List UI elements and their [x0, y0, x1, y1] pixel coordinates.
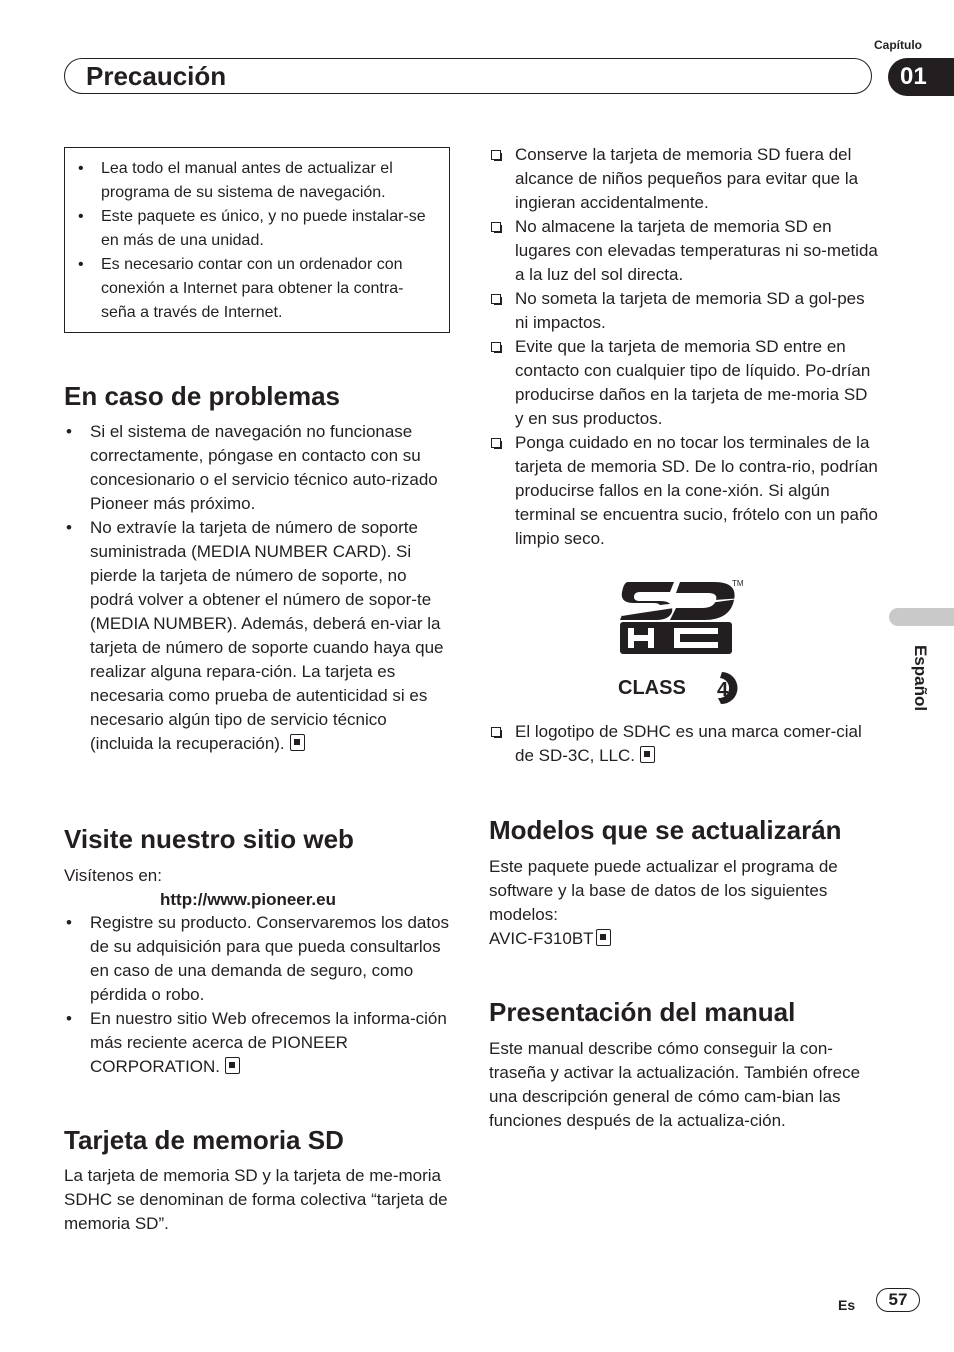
- website-list: [64, 911, 452, 1079]
- end-mark-icon: [596, 929, 611, 946]
- list-item: • No extravíe la tarjeta de número de soporte suministrada (MEDIA NUMBER CARD). Si pierde la tarjeta de número de soporte, no podrá volver a obtener el número de sopor-te (MEDIA NUMBER). Además, deberá en-viar la tarjeta de número de soporte cuando haya que realizar alguna repara-ción. La tarjeta es necesaria como prueba de autenticidad si es necesario algún tipo de servicio técnico (incluida la recuperación).: [64, 516, 452, 756]
- website-intro: Visítenos en:: [64, 866, 162, 885]
- footer-language-code: Es: [838, 1297, 856, 1313]
- models-model: AVIC-F310BT: [489, 927, 611, 951]
- warning-item: • Lea todo el manual antes de actualizar el programa de su sistema de navegación.: [75, 157, 435, 205]
- chapter-label: Capítulo: [874, 38, 922, 52]
- chapter-number: 01: [888, 58, 954, 96]
- list-item: • En nuestro sitio Web ofrecemos la informa-ción más reciente acerca de PIONEER CORPORATION.: [64, 1007, 452, 1079]
- checkbox-bullet-icon: [491, 727, 501, 737]
- logo-tm: TM: [732, 579, 744, 588]
- warning-box: [64, 147, 450, 333]
- checkbox-bullet-icon: [491, 150, 501, 160]
- warning-item: • Es necesario contar con un ordenador con conexión a Internet para obtener la contra-seña a través de Internet.: [75, 253, 435, 325]
- models-text: Este paquete puede actualizar el programa de software y la base de datos de los siguientes modelos:: [489, 857, 838, 924]
- section-heading-manual: Presentación del manual: [489, 997, 796, 1027]
- checkbox-bullet-icon: [491, 294, 501, 304]
- end-mark-icon: [640, 746, 655, 763]
- caution-list: [489, 143, 879, 551]
- logo-class-text: CLASS: [618, 677, 686, 699]
- caution-item: Ponga cuidado en no tocar los terminales de la tarjeta de memoria SD. De lo contra-rio, podrían producirse fallos en la cone-xión. Si algún terminal se encuentra sucio, frótelo con un paño limpio seco.: [489, 431, 879, 551]
- website-url[interactable]: http://www.pioneer.eu: [160, 890, 336, 909]
- section-heading-problems: En caso de problemas: [64, 381, 340, 411]
- problems-list: [64, 420, 452, 756]
- language-tab-bar: [889, 608, 954, 626]
- checkbox-bullet-icon: [491, 222, 501, 232]
- section-heading-sd-card: Tarjeta de memoria SD: [64, 1125, 344, 1155]
- logo-class-number: 4: [717, 679, 729, 701]
- page-title: Precaución: [86, 61, 227, 91]
- sd-card-text: La tarjeta de memoria SD y la tarjeta de me-moria SDHC se denominan de forma colectiva “tarjeta de memoria SD”.: [64, 1166, 448, 1233]
- caution-item: No someta la tarjeta de memoria SD a gol-pes ni impactos.: [489, 287, 879, 335]
- checkbox-bullet-icon: [491, 342, 501, 352]
- caution-item: Evite que la tarjeta de memoria SD entre en contacto con cualquier tipo de líquido. Po-drían producirse daños en la tarjeta de me-moria SD y en sus productos.: [489, 335, 879, 431]
- language-tab-label: Español: [911, 644, 930, 712]
- caution-item: No almacene la tarjeta de memoria SD en lugares con elevadas temperaturas ni so-metida a la luz del sol directa.: [489, 215, 879, 287]
- section-heading-models: Modelos que se actualizarán: [489, 815, 842, 845]
- manual-text: Este manual describe cómo conseguir la con-traseña y activar la actualización. También ofrece una descripción general de cómo cam-bian las funciones después de la actualiza-ción.: [489, 1039, 861, 1130]
- checkbox-bullet-icon: [491, 438, 501, 448]
- sdhc-class4-logo-icon: [614, 572, 754, 708]
- page-number: 57: [876, 1288, 920, 1312]
- end-mark-icon: [290, 734, 305, 751]
- section-heading-website: Visite nuestro sitio web: [64, 824, 354, 854]
- list-item: • Si el sistema de navegación no funcionase correctamente, póngase en contacto con su concesionario o el servicio técnico auto-rizado Pioneer más próximo.: [64, 420, 452, 516]
- warning-item: • Este paquete es único, y no puede instalar-se en más de una unidad.: [75, 205, 435, 253]
- caution-item: Conserve la tarjeta de memoria SD fuera del alcance de niños pequeños para evitar que la ingieran accidentalmente.: [489, 143, 879, 215]
- end-mark-icon: [225, 1057, 240, 1074]
- logo-note-list: [489, 720, 879, 768]
- caution-item: El logotipo de SDHC es una marca comer-cial de SD-3C, LLC.: [489, 720, 879, 768]
- list-item: • Registre su producto. Conservaremos los datos de su adquisición para que pueda consultarlos en caso de una demanda de seguro, como pérdida o robo.: [64, 911, 452, 1007]
